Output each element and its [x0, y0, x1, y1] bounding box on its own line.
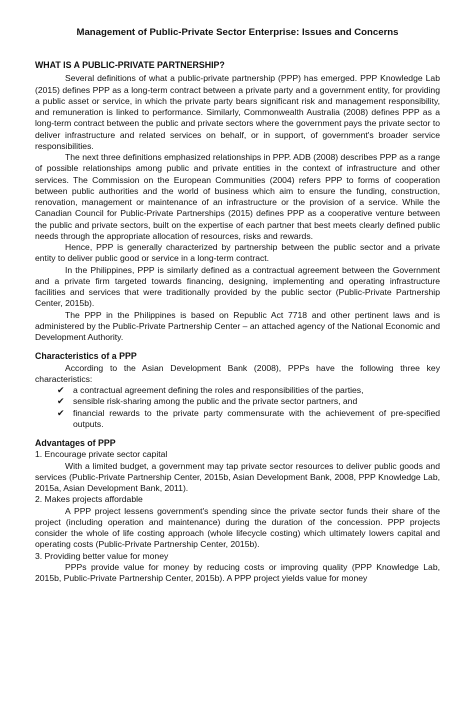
numbered-item-label: 3. Providing better value for money [35, 550, 169, 561]
paragraph: PPPs provide value for money by reducing costs or improving quality (PPP Knowledge Lab, 2015b, Public-Private Partnership Center, 2015b). A PPP project yields value for money [35, 561, 440, 583]
checkmark-icon: ✔ [57, 396, 65, 407]
list-item [57, 396, 440, 407]
list-item [57, 385, 440, 396]
section-heading-characteristics: Characteristics of a PPP [35, 351, 137, 362]
paragraph: Hence, PPP is generally characterized by partnership between the public sector and a private entity to deliver public good or service in a long-term contract. [35, 242, 440, 264]
paragraph: A PPP project lessens government's spending since the private sector funds their share of the project (including operation and maintenance) during the duration of the concession. PPP projects consider the whole of life costing approach (whole lifecycle costing) which ultimately lowers capital and operating costs (Public-Private Partnership Center, 2015b). [35, 505, 440, 550]
list-item-text: a contractual agreement defining the roles and responsibilities of the parties, [73, 385, 364, 395]
checkmark-icon: ✔ [57, 385, 65, 395]
document-title: Management of Public-Private Sector Enterprise: Issues and Concerns [76, 27, 399, 38]
paragraph: The next three definitions emphasized relationships in PPP. ADB (2008) describes PPP as a range of possible relationships among public and private entities in the context of infrastructure and other services. The Commission on the European Communities (2004) refers PPP to forms of cooperation between public authorities and the world of business which aim to ensure the funding, construction, renovation, management or maintenance of an infrastructure or the provision of a service. While the Canadian Council for Public-Private Partnerships (2015) defines PPP as a cooperative venture between the public and private sectors, built on the expertise of each partner that best meets clearly defined public needs through the appropriate allocation of resources, risks and rewards. [35, 152, 440, 241]
numbered-item-label: 1. Encourage private sector capital [35, 449, 168, 460]
checkmark-icon: ✔ [57, 407, 65, 418]
paragraph: According to the Asian Development Bank (2008), PPPs have the following three key characteristics: [35, 362, 440, 384]
section-heading-what-is-ppp: WHAT IS A PUBLIC-PRIVATE PARTNERSHIP? [35, 60, 225, 70]
list-item [57, 408, 440, 431]
list-item-text: financial rewards to the private party commensurate with the achievement of pre-specified outputs. [73, 407, 440, 429]
paragraph: With a limited budget, a government may tap private sector resources to deliver public goods and services (Public-Private Partnership Center, 2015b, Asian Development Bank, 2008, PPP Knowledge Lab, 2015a, Asian Development Bank, 2011). [35, 460, 440, 493]
paragraph: The PPP in the Philippines is based on Republic Act 7718 and other pertinent laws and is administered by the Public-Private Partnership Center – an attached agency of the National Economic and Development Authority. [35, 309, 440, 342]
paragraph: In the Philippines, PPP is similarly defined as a contractual agreement between the Government and a private firm targeted towards financing, designing, implementing and operating infrastructure facilities and services that were traditionally provided by the public sector (Public-Private Partnership Center, 2015b). [35, 264, 440, 309]
characteristics-list [35, 385, 440, 430]
section-heading-advantages: Advantages of PPP [35, 438, 116, 448]
numbered-item-label: 2. Makes projects affordable [35, 494, 143, 505]
list-item-text: sensible risk-sharing among the public and the private sector partners, and [73, 396, 358, 407]
paragraph: Several definitions of what a public-private partnership (PPP) has emerged. PPP Knowledge Lab (2015) defines PPP as a long-term contract between a private party and a government entity, for providing a public asset or service, in which the private party bears significant risk and management responsibility, and remuneration is linked to performance. Similarly, Commonwealth Australia (2008) defines PPP as a long-term contract between the public and private sectors where the government pays the private sector to deliver infrastructure and related services on behalf, or in support, of government's broader service responsibilities. [35, 73, 440, 151]
